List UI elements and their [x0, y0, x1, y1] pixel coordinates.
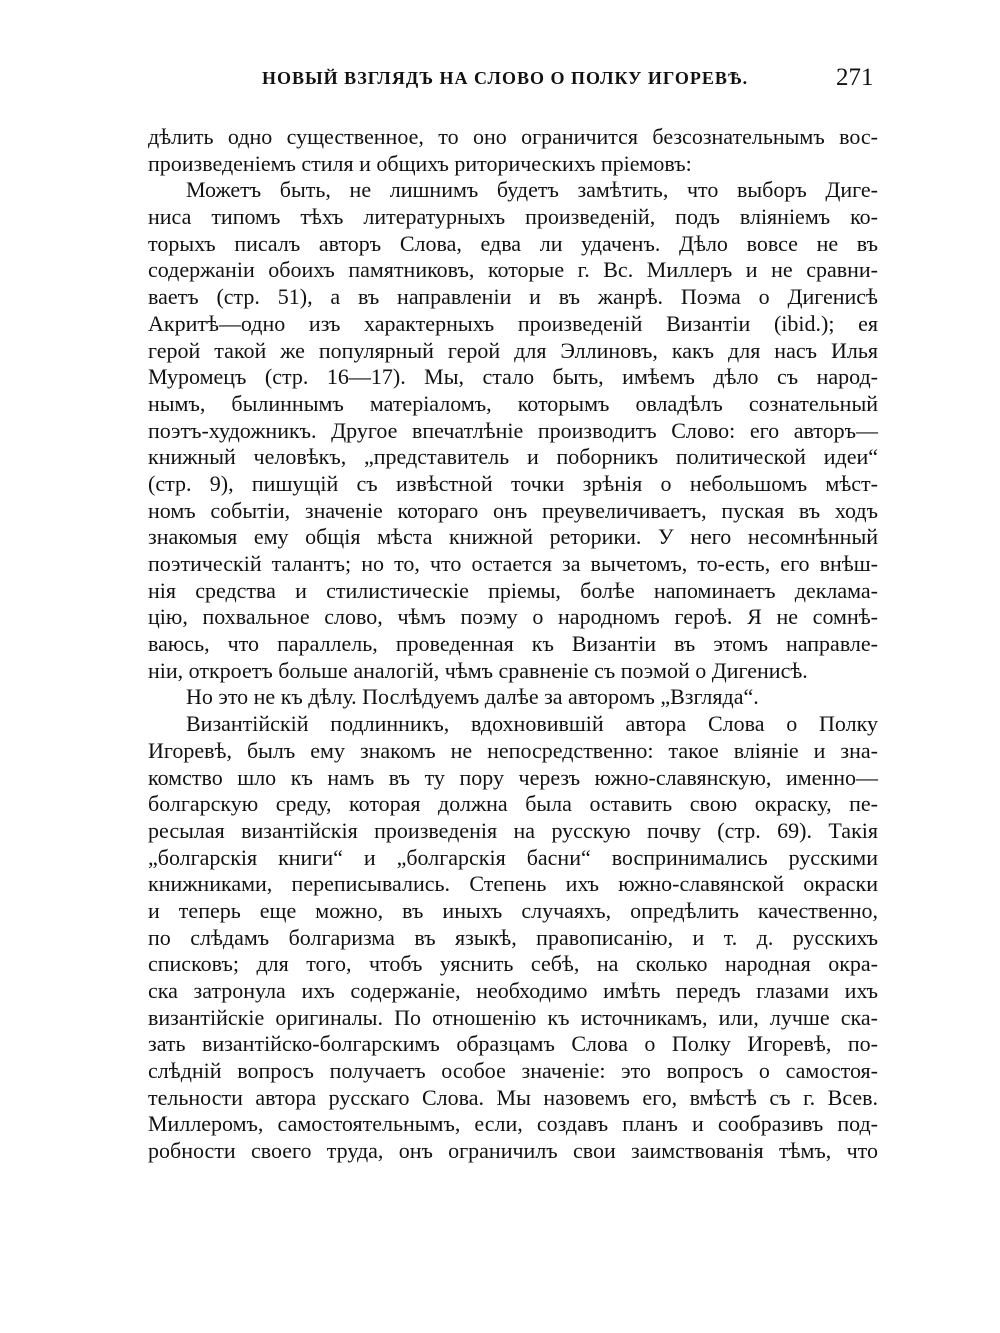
text-line: тельности автора русскаго Слова. Мы назовемъ его, вмѣстѣ съ г. Всев. — [148, 1084, 878, 1110]
text-line: знакомыя ему общія мѣста книжной реторики. У него несомнѣнный — [148, 524, 878, 550]
text-line: Византійскій подлинникъ, вдохновившій автора Слова о Полку — [186, 711, 878, 737]
text-line: произведеніемъ стиля и общихъ риторическихъ пріемовъ: — [148, 150, 692, 176]
text-line: Но это не къ дѣлу. Послѣдуемъ далѣе за авторомъ „Взгляда“. — [186, 684, 759, 710]
text-line: слѣдній вопросъ получаетъ особое значеніе: это вопросъ о самостоя- — [148, 1058, 878, 1084]
text-line: комство шло къ намъ въ ту пору черезъ южно-славянскую, именно— — [148, 764, 878, 790]
text-line: номъ событіи, значеніе котораго онъ преувеличиваетъ, пуская въ ходъ — [148, 497, 878, 523]
text-line: византійскіе оригиналы. По отношенію къ источникамъ, или, лучше ска- — [148, 1004, 878, 1030]
text-line: Игоревѣ, былъ ему знакомъ не непосредственно: такое вліяніе и зна- — [148, 737, 878, 763]
text-line: зать византійско-болгарскимъ образцамъ Слова о Полку Игоревѣ, по- — [148, 1031, 878, 1057]
text-line: ваетъ (стр. 51), а въ направленіи и въ жанрѣ. Поэма о Дигенисѣ — [148, 284, 878, 310]
text-line: и теперь еще можно, въ иныхъ случаяхъ, опредѣлить качественно, — [148, 897, 878, 923]
text-line: ниса типомъ тѣхъ литературныхъ произведеній, подъ вліяніемъ ко- — [148, 204, 878, 230]
text-line: Можетъ быть, не лишнимъ будетъ замѣтить, что выборъ Диге- — [186, 177, 878, 203]
text-line: торыхъ писалъ авторъ Слова, едва ли удаченъ. Дѣло вовсе не въ — [148, 230, 878, 256]
text-line: ресылая византійскія произведенія на русскую почву (стр. 69). Такія — [148, 817, 878, 843]
text-line: Акритѣ—одно изъ характерныхъ произведеній Византіи (ibid.); ея — [148, 310, 878, 336]
text-line: нія средства и стилистическіе пріемы, болѣе напоминаетъ деклама- — [148, 577, 878, 603]
text-line: по слѣдамъ болгаризма въ языкѣ, правописанію, и т. д. русскихъ — [148, 924, 878, 950]
text-line: поэтическій талантъ; но то, что остается за вычетомъ, то-есть, его внѣш- — [148, 551, 878, 576]
text-line: цію, похвальное слово, чѣмъ поэму о народномъ героѣ. Я не сомнѣ- — [148, 604, 878, 630]
text-line: „болгарскія книги“ и „болгарскія басни“ воспринимались русскими — [148, 844, 878, 870]
page-number: 271 — [836, 64, 874, 91]
body-text — [148, 124, 878, 1165]
text-line: поэтъ-художникъ. Другое впечатлѣніе производитъ Слово: его авторъ— — [148, 417, 878, 443]
text-line: нымъ, былиннымъ матеріаломъ, которымъ овладѣлъ сознательный — [148, 390, 878, 416]
text-line: книжный человѣкъ, „представитель и поборникъ политической идеи“ — [148, 444, 878, 470]
text-line: болгарскую среду, которая должна была оставить свою окраску, пе- — [148, 791, 878, 817]
text-line: (стр. 9), пишущій съ извѣстной точки зрѣнія о небольшомъ мѣст- — [148, 470, 878, 496]
text-line: книжниками, переписывались. Степень ихъ южно-славянской окраски — [148, 871, 878, 897]
text-line: ваюсь, что параллель, проведенная къ Византіи въ этомъ направле- — [148, 631, 878, 657]
text-line: ніи, откроетъ больше аналогій, чѣмъ сравненіе съ поэмой о Дигенисѣ. — [148, 657, 808, 683]
text-line: списковъ; для того, чтобъ уяснить себѣ, на сколько народная окра- — [148, 951, 878, 977]
text-line: ска затронула ихъ содержаніе, необходимо имѣть передъ глазами ихъ — [148, 978, 878, 1003]
text-line: робности своего труда, онъ ограничилъ свои заимствованія тѣмъ, что — [148, 1138, 878, 1164]
text-line: Муромецъ (стр. 16—17). Мы, стало быть, имѣемъ дѣло съ народ- — [148, 364, 878, 390]
text-line: Миллеромъ, самостоятельнымъ, если, создавъ планъ и сообразивъ под- — [148, 1111, 878, 1137]
text-line: дѣлить одно существенное, то оно ограничится безсознательнымъ вос- — [148, 124, 878, 149]
text-line: герой такой же популярный герой для Эллиновъ, какъ для насъ Илья — [148, 337, 878, 363]
running-title: НОВЫЙ ВЗГЛЯДЪ НА СЛОВО О ПОЛКУ ИГОРЕВѢ. — [262, 68, 749, 88]
text-line: содержаніи обоихъ памятниковъ, которые г. Вс. Миллеръ и не сравни- — [148, 257, 878, 283]
